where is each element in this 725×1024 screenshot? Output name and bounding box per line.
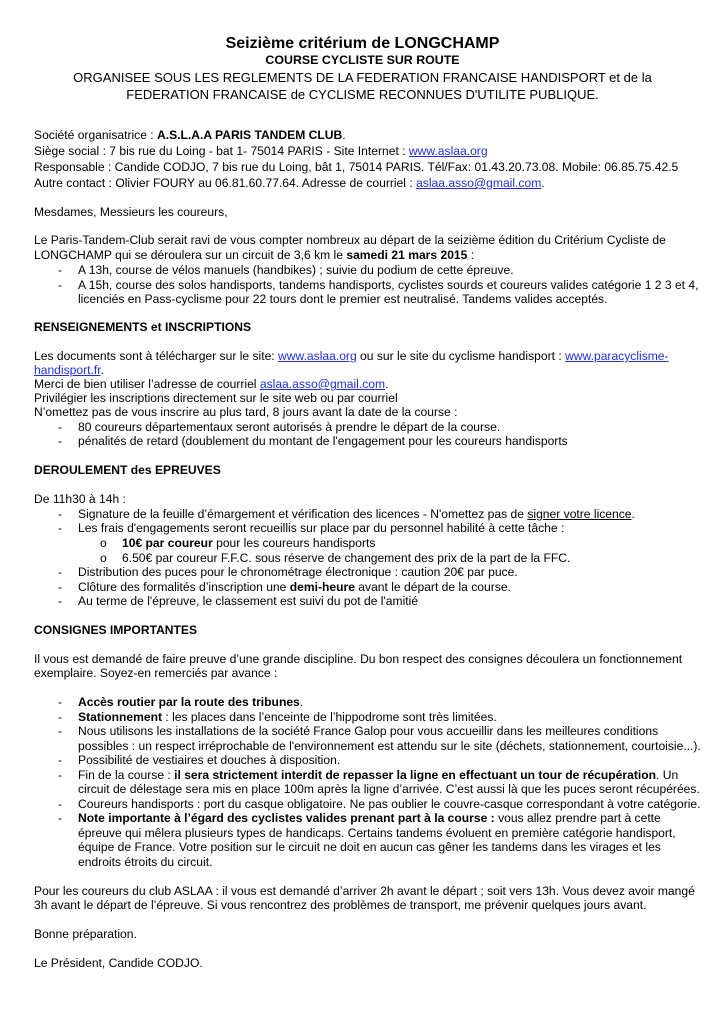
societe-label: Société organisatrice : <box>34 128 158 142</box>
deroulement-subitem-2: 6.50€ par coureur F.F.C. sous réserve de changement des prix de la part de la FFC. <box>122 551 571 565</box>
item1-end: . <box>631 507 635 521</box>
intro-item-1: A 13h, course de vélos manuels (handbikes) ; suivie du podium de cette épreuve. <box>78 263 514 277</box>
dash-bullet: - <box>58 811 63 825</box>
note-importante: Note importante à l’égard des cyclistes valides prenant part à la course : <box>78 811 495 825</box>
societe-end: . <box>342 128 346 142</box>
merci-text: Merci de bien utiliser l’adresse de courriel <box>34 377 260 391</box>
consignes-intro-1: Il vous est demandé de faire preuve d’une grande discipline. Du bon respect des consignes découlera un fonctionnement <box>34 652 683 666</box>
consigne-vestiaires: Possibilité de vestiaires et douches à disposition. <box>78 753 341 767</box>
autre-end: . <box>541 176 545 190</box>
consigne-installations-1: Nous utilisons les installations de la société France Galop pour vous accueillir dans les meilleures conditions <box>78 724 659 738</box>
section-heading-consignes: CONSIGNES IMPORTANTES <box>34 623 198 637</box>
deroulement-item-3: Distribution des puces pour le chronométrage électronique : caution 20€ par puce. <box>78 565 518 579</box>
paracyclisme-link-cont[interactable]: handisport.fr <box>34 363 101 377</box>
consigne-casque: Coureurs handisports : port du casque obligatoire. Ne pas oublier le couvre-casque correspondant à votre catégorie. <box>78 797 701 811</box>
bonne-preparation: Bonne préparation. <box>34 927 137 941</box>
deroulement-item-1 <box>78 507 635 522</box>
responsable-line: Responsable : Candide CODJO, 7 bis rue du Loing, bât 1, 75014 PARIS. Tél/Fax: 01.43.20.73.08. Mobile: 06.85.75.42.5 <box>34 160 679 174</box>
dash-bullet: - <box>58 420 63 434</box>
aslaa-link[interactable]: www.aslaa.org <box>278 349 357 363</box>
stationnement-label: Stationnement <box>78 710 162 724</box>
docs-text: Les documents sont à télécharger sur le site: <box>34 349 279 363</box>
merci-email-link[interactable]: aslaa.asso@gmail.com <box>259 377 386 391</box>
greeting: Mesdames, Messieurs les coureurs, <box>34 205 228 219</box>
website-link[interactable]: www.aslaa.org <box>408 144 488 158</box>
docs-line-2 <box>34 363 104 378</box>
merci-end: . <box>385 377 389 391</box>
race-date: samedi 21 mars 2015 <box>346 248 468 262</box>
demi-heure: demi-heure <box>289 580 355 594</box>
siege-line <box>34 144 488 159</box>
societe-line <box>34 128 346 143</box>
section-heading-deroulement: DEROULEMENT des EPREUVES <box>34 463 221 477</box>
deroulement-item-5: Au terme de l'épreuve, le classement est suivi du pot de l'amitié <box>78 594 419 608</box>
fin-course-label: Fin de la course : <box>78 768 175 782</box>
dash-bullet: - <box>58 710 63 724</box>
autre-text: Autre contact : Olivier FOURY au 06.81.60.77.64. Adresse de courriel : <box>34 176 417 190</box>
consigne-valides-1 <box>78 811 661 826</box>
deroulement-time: De 11h30 à 14h : <box>34 492 126 506</box>
deroulement-item-2: Les frais d'engagements seront recueillis sur place par du personnel habilité à cette tâche : <box>78 521 565 535</box>
item4-text: Clôture des formalités d’inscription une <box>78 580 290 594</box>
deroulement-subitem-1 <box>122 536 375 551</box>
consigne-acces <box>78 695 303 710</box>
dash-bullet: - <box>58 565 63 579</box>
consignes-intro-2: exemplaire. Soyez-en remerciés par avance : <box>34 666 278 680</box>
docs-end: . <box>100 363 104 377</box>
note-text: vous allez prendre part à cette <box>494 811 661 825</box>
consigne-installations-2: possibles : un respect irréprochable de l'environnement est attendu sur le site (déchets, stationnement, courtoisie...). <box>78 739 701 753</box>
org-line-2: FEDERATION FRANCAISE de CYCLISME RECONNUES D'UTILITE PUBLIQUE. <box>126 87 599 102</box>
consigne-valides-3: équipe de France. Votre position sur le circuit ne doit en aucun cas gêner les tandems dans les virages et les <box>78 840 661 854</box>
intro-text: LONGCHAMP qui se déroulera sur un circuit de 3,6 km le <box>34 248 347 262</box>
org-line-1: ORGANISEE SOUS LES REGLEMENTS DE LA FEDERATION FRANCAISE HANDISPORT et de la <box>73 70 652 85</box>
intro-item-2-line-2: licenciés en Pass-cyclisme pour 22 tours dont le premier est neutralisé. Tandems valides acceptés. <box>78 292 608 306</box>
c1-end: . <box>299 695 304 709</box>
autre-contact-line <box>34 176 545 191</box>
docs-text-2: ou sur le site du cyclisme handisport : <box>356 349 566 363</box>
circle-bullet: o <box>100 536 107 550</box>
dash-bullet: - <box>58 580 63 594</box>
intro-item-2-line-1: A 15h, course des solos handisports, tandems handisports, cyclistes sourds et coureurs valides catégorie 1 2 3 et 4, <box>78 278 699 292</box>
organisation-statement <box>0 69 725 103</box>
omettez-line: N’omettez pas de vous inscrire au plus tard, 8 jours avant la date de la course : <box>34 405 458 419</box>
aslaa-instructions-1: Pour les coureurs du club ASLAA : il vous est demandé d’arriver 2h avant le départ ; soit vers 13h. Vous devez avoir mangé <box>34 884 695 898</box>
circle-bullet: o <box>100 551 107 565</box>
section-heading-renseignements: RENSEIGNEMENTS et INSCRIPTIONS <box>34 320 252 334</box>
dash-bullet: - <box>58 695 63 709</box>
fin-course-rule: il sera strictement interdit de repasser la ligne en effectuant un tour de récupération <box>174 768 656 782</box>
dash-bullet: - <box>58 263 63 277</box>
acces-routier: Accès routier par la route des tribunes <box>78 695 300 709</box>
merci-line <box>34 377 388 392</box>
dash-bullet: - <box>58 521 63 535</box>
email-link[interactable]: aslaa.asso@gmail.com <box>416 176 542 190</box>
document-title: Seizième critérium de LONGCHAMP <box>225 35 500 52</box>
signature: Le Président, Candide CODJO. <box>34 956 203 970</box>
privilegiez-line: Privilégier les inscriptions directement sur le site web ou par courriel <box>34 391 398 405</box>
fin-course-end: . Un <box>656 768 679 782</box>
docs-line <box>34 349 669 364</box>
item4-end: avant le départ de la course. <box>354 580 511 594</box>
consigne-fin-course-2: circuit de délestage sera mis en place 100m après la ligne d’arrivée. C’est aussi là que les puces seront récupérées. <box>78 782 700 796</box>
stationnement-text: : les places dans l’enceinte de l’hippodrome sont très limitées. <box>162 710 497 724</box>
intro-line-2 <box>34 248 474 263</box>
consigne-stationnement <box>78 710 497 725</box>
deroulement-item-4 <box>78 580 511 595</box>
item1-text: Signature de la feuille d’émargement et vérification des licences - N'omettez pas de <box>78 507 528 521</box>
paracyclisme-link[interactable]: www.paracyclisme- <box>565 349 669 363</box>
consigne-valides-2: épreuve qui mêlera plusieurs types de handicaps. Certains tandems évoluent en première catégorie handisport, <box>78 826 676 840</box>
aslaa-instructions-2: 3h avant le départ de l’épreuve. Si vous rencontrez des problèmes de transport, me prévenir quelques jours avant. <box>34 898 647 912</box>
intro-line-1: Le Paris-Tandem-Club serait ravi de vous compter nombreux au départ de la seizième édition du Critérium Cycliste de <box>34 233 666 247</box>
dash-bullet: - <box>58 507 63 521</box>
sub1-text: pour les coureurs handisports <box>212 536 376 550</box>
dash-bullet: - <box>58 768 63 782</box>
consigne-fin-course-1 <box>78 768 678 783</box>
societe-name: A.S.L.A.A PARIS TANDEM CLUB <box>157 128 343 142</box>
price-handisport: 10€ par coureur <box>122 536 213 550</box>
dash-bullet: - <box>58 724 63 738</box>
document-subtitle: COURSE CYCLISTE SUR ROUTE <box>265 53 460 67</box>
intro-colon: : <box>467 248 475 262</box>
dash-bullet: - <box>58 797 63 811</box>
consigne-valides-4: endroits étroits du circuit. <box>78 855 213 869</box>
dash-bullet: - <box>58 594 63 608</box>
siege-text: Siège social : 7 bis rue du Loing - bat 1- 75014 PARIS - Site Internet : <box>34 144 409 158</box>
renseignements-item-1: 80 coureurs départementaux seront autorisés à prendre le départ de la course. <box>78 420 501 434</box>
signer-licence: signer votre licence <box>527 507 632 521</box>
dash-bullet: - <box>58 278 63 292</box>
dash-bullet: - <box>58 753 63 767</box>
renseignements-item-2: pénalités de retard (doublement du montant de l'engagement pour les coureurs handisports <box>78 434 568 448</box>
dash-bullet: - <box>58 434 63 448</box>
